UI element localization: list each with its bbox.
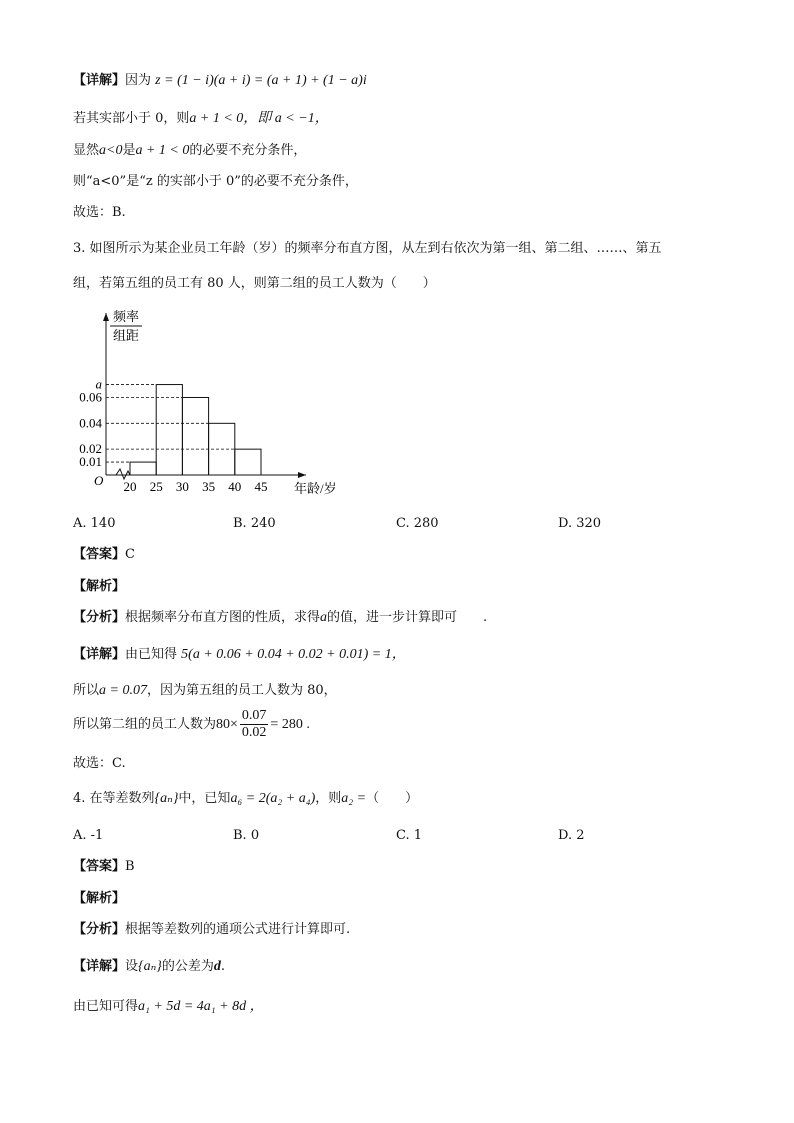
numerator: 0.07 [241,708,267,723]
x-tick-label: 40 [228,479,242,494]
detail-tag: 【详解】 [73,959,126,974]
q3-analysis-tag: 【解析】 [73,579,126,594]
x-tick-label: 35 [202,479,216,494]
q2-line2 [73,110,329,128]
origin-label: O [94,473,104,488]
formula: a = 0.07 [99,683,147,698]
text: 所以第二组的员工人数为 [73,717,217,732]
q4-fenxi [73,921,350,939]
fenxi-tag: 【分析】 [73,610,126,625]
formula: a + 1 < 0，即 a < −1， [189,111,329,126]
text: 由已知可得 [73,999,139,1014]
formula: a + 1 < 0 [135,143,190,158]
text: 根据频率分布直方图的性质，求得 [125,610,321,625]
q3-detail [73,646,406,664]
text: ，则 [315,791,342,806]
q4-option-c: C. 1 [396,828,423,843]
text: ，因为第五组的员工人数为 80， [146,683,337,698]
text: 显然 [73,143,100,158]
x-axis-label: 年龄/岁 [294,481,337,496]
q3-option-b: B. 240 [233,516,276,531]
fraction [240,708,269,741]
q4-analysis-tag: 【解析】 [73,891,126,906]
text: 若其实部小于 0，则 [73,111,190,126]
q4-detail [73,958,225,976]
formula: a₁ + 5d = 4a₁ + 8d ， [138,999,264,1014]
q4-option-d: D. 2 [558,828,585,843]
y-axis-label-numerator: 频率 [112,309,140,324]
x-tick-label: 45 [254,479,268,494]
q2-line3 [73,142,306,160]
denominator: 0.02 [241,725,267,740]
axis-break [116,469,130,479]
y-tick-label: a [95,376,102,392]
q3-line-a [73,682,337,700]
formula: 80× [216,717,238,732]
text: 的必要不充分条件， [189,143,307,158]
text: 中，已知 [178,791,231,806]
x-tick-label: 25 [149,479,163,494]
q2-detail-line [73,72,367,90]
answer-value: C [125,547,135,562]
formula: a₂ = [341,791,367,806]
histogram-chart [68,305,348,505]
variable: a [320,610,328,625]
text: 的公差为 [161,959,214,974]
q3-stem-line2: 组，若第五组的员工有 80 人，则第二组的员工人数为（ ） [73,276,436,291]
formula: = 280 . [270,717,310,732]
variable: d [213,959,221,974]
y-tick-label: 0.04 [79,415,102,431]
x-tick-label: 30 [175,479,189,494]
formula: 5(a + 0.06 + 0.04 + 0.02 + 0.01) = 1， [181,647,406,662]
q3-choice: 故选：C. [73,756,126,771]
histogram-bar [235,449,261,475]
q4-last [73,998,264,1016]
answer-tag: 【答案】 [73,859,126,874]
y-axis-label-denominator: 组距 [112,328,140,343]
text: 所以 [73,683,100,698]
text: 的值，进一步计算即可 . [327,610,488,625]
detail-tag: 【详解】 [73,647,126,662]
q3-option-d: D. 320 [558,516,602,531]
q3-fenxi [73,609,487,627]
x-tick-label: 20 [123,479,137,494]
fenxi-tag: 【分析】 [73,922,126,937]
q3-stem-line1: 3. 如图所示为某企业员工年龄（岁）的频率分布直方图，从左到右依次为第一组、第二组、……、第五 [73,241,662,256]
histogram-bar [182,397,208,475]
y-axis-arrow [103,313,109,321]
formula: {aₙ} [138,959,162,974]
q4-option-a: A. -1 [73,828,104,843]
text: 是 [122,143,136,158]
y-tick-label: 0.06 [79,389,102,405]
q3-answer [73,546,135,564]
answer-tag: 【答案】 [73,547,126,562]
text: 设 [125,959,139,974]
text: （ ） [366,791,419,806]
answer-value: B [125,859,135,874]
q2-choice: 故选：B. [73,205,126,220]
q4-option-b: B. 0 [233,828,260,843]
q3-option-c: C. 280 [396,516,439,531]
x-axis-arrow [298,472,306,478]
q4-answer [73,858,135,876]
formula: a<0 [99,143,123,158]
q4-stem [73,790,418,808]
text: . [220,959,226,974]
text: 由已知得 [125,647,178,662]
formula: {aₙ} [154,791,179,806]
y-tick-label: 0.01 [79,454,102,470]
formula: a₆ = 2(a₂ + a₄) [230,791,316,806]
q3-option-a: A. 140 [73,516,116,531]
q3-line-b [73,708,310,742]
detail-text: 因为 [125,73,152,88]
detail-tag: 【详解】 [73,73,126,88]
histogram-bar [156,385,182,475]
text: 根据等差数列的通项公式进行计算即可. [125,922,351,937]
y-tick-label: 0.02 [79,441,102,457]
histogram-bar [130,462,156,475]
formula: z = (1 − i)(a + i) = (a + 1) + (1 − a)i [155,73,367,88]
q2-line4: 则“a<0”是“z 的实部小于 0”的必要不充分条件， [73,174,358,189]
text: 4. 在等差数列 [73,791,155,806]
